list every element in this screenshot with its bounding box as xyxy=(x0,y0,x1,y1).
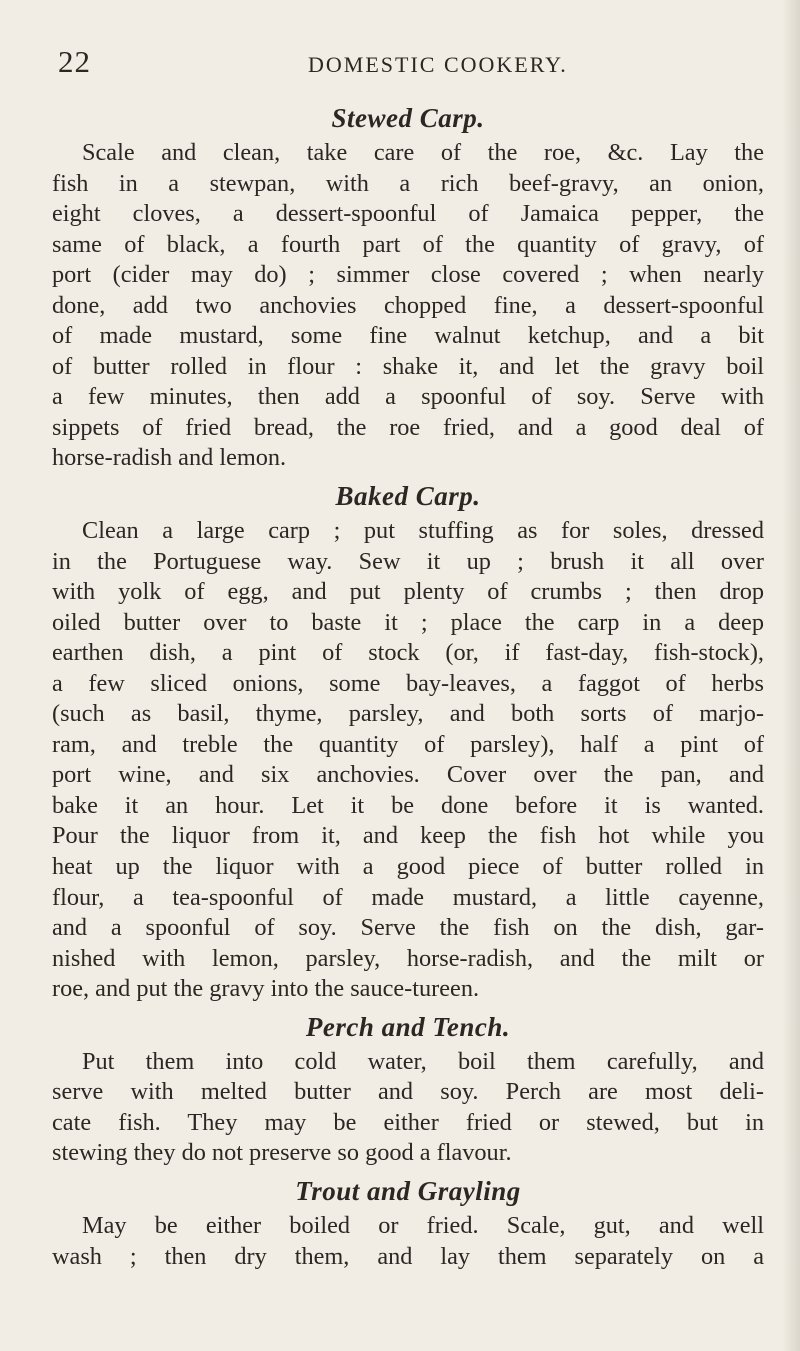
text-line: done, add two anchovies chopped fine, a dessert-spoonful xyxy=(52,291,764,319)
text-line: flour, a tea-spoonful of made mustard, a little cayenne, xyxy=(52,883,764,911)
recipe-trout-and-grayling xyxy=(52,1173,764,1272)
text-line: ram, and treble the quantity of parsley), half a pint of xyxy=(52,730,764,758)
text-line: cate fish. They may be either fried or stewed, but in xyxy=(52,1108,764,1136)
text-line: horse-radish and lemon. xyxy=(52,444,287,472)
text-line: Put them into cold water, boil them carefully, and xyxy=(82,1047,764,1075)
recipe-perch-and-tench xyxy=(52,1009,764,1169)
text-line: Scale and clean, take care of the roe, &c. Lay the xyxy=(82,139,764,166)
text-line: stewing they do not preserve so good a flavour. xyxy=(52,1139,512,1167)
text-line: (such as basil, thyme, parsley, and both sorts of marjo- xyxy=(52,700,764,728)
text-line: same of black, a fourth part of the quantity of gravy, of xyxy=(52,230,764,258)
recipe-title: Trout and Grayling xyxy=(295,1175,521,1206)
recipe-title: Baked Carp. xyxy=(335,481,481,512)
page-header xyxy=(58,44,758,84)
text-line: with yolk of egg, and put plenty of crumbs ; then drop xyxy=(52,578,764,606)
text-line: eight cloves, a dessert-spoonful of Jamaica pepper, the xyxy=(52,200,764,228)
recipe-title: Stewed Carp. xyxy=(331,103,485,133)
text-line: sippets of fried bread, the roe fried, and a good deal of xyxy=(52,413,764,441)
page-number: 22 xyxy=(58,44,91,79)
text-line: a few sliced onions, some bay-leaves, a faggot of herbs xyxy=(52,669,764,697)
text-line: roe, and put the gravy into the sauce-tureen. xyxy=(52,975,480,1003)
recipe-body xyxy=(52,138,764,474)
text-line: and a spoonful of soy. Serve the fish on the dish, gar- xyxy=(52,914,764,942)
page-edge-shadow xyxy=(782,0,800,1351)
text-line: port wine, and six anchovies. Cover over the pan, and xyxy=(52,761,764,789)
recipe-baked-carp xyxy=(52,478,764,1005)
recipe-stewed-carp xyxy=(52,100,764,474)
text-line: oiled butter over to baste it ; place the carp in a deep xyxy=(52,608,764,636)
running-head: DOMESTIC COOKERY. xyxy=(308,52,568,77)
text-line: May be either boiled or fried. Scale, gut, and well xyxy=(82,1211,764,1239)
text-line: of made mustard, some fine walnut ketchup, and a bit xyxy=(52,322,764,350)
recipe-title: Perch and Tench. xyxy=(305,1011,511,1042)
recipe-body xyxy=(52,516,764,1005)
recipe-body xyxy=(52,1211,764,1272)
text-line: port (cider may do) ; simmer close covered ; when nearly xyxy=(52,261,764,289)
text-line: heat up the liquor with a good piece of butter rolled in xyxy=(52,853,764,881)
text-line: bake it an hour. Let it be done before it is wanted. xyxy=(52,791,764,819)
text-line: a few minutes, then add a spoonful of soy. Serve with xyxy=(52,383,764,411)
text-line: serve with melted butter and soy. Perch are most deli- xyxy=(52,1078,764,1106)
text-line: Pour the liquor from it, and keep the fish hot while you xyxy=(52,822,764,850)
text-line: nished with lemon, parsley, horse-radish, and the milt or xyxy=(52,944,764,972)
text-line: of butter rolled in flour : shake it, and let the gravy boil xyxy=(52,352,764,380)
text-line: earthen dish, a pint of stock (or, if fast-day, fish-stock), xyxy=(52,639,764,667)
text-line: in the Portuguese way. Sew it up ; brush it all over xyxy=(52,547,764,575)
text-line: fish in a stewpan, with a rich beef-gravy, an onion, xyxy=(52,169,764,197)
text-line: wash ; then dry them, and lay them separately on a xyxy=(52,1242,764,1270)
page-content xyxy=(52,100,764,1272)
recipe-body xyxy=(52,1047,764,1169)
text-line: Clean a large carp ; put stuffing as for soles, dressed xyxy=(82,517,764,545)
